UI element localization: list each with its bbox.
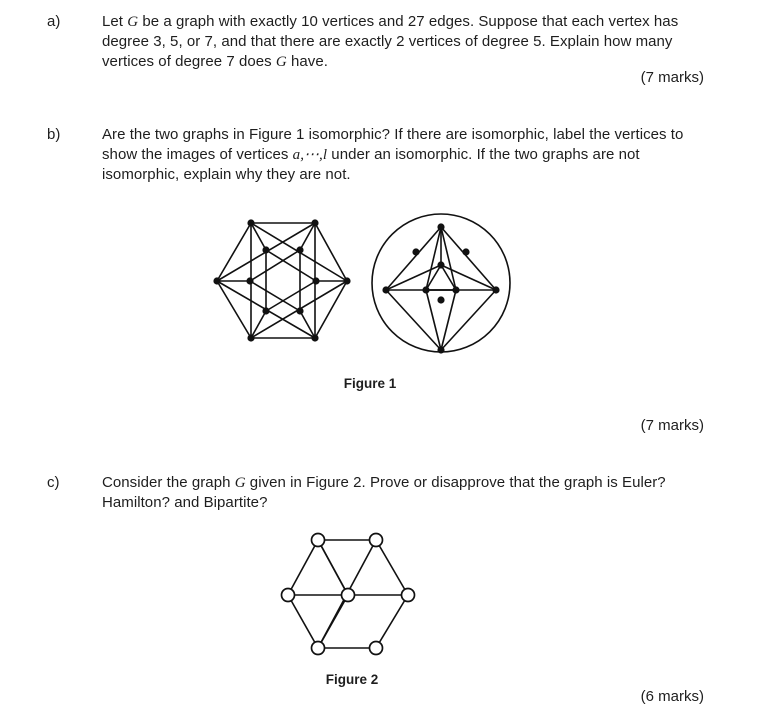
question-c-text-start: Consider the graph: [102, 474, 235, 491]
vertex: [342, 589, 355, 602]
edge: [376, 595, 408, 648]
question-b-marks: (7 marks): [640, 417, 704, 434]
question-b-label: b): [47, 126, 61, 143]
question-a-text-start: Let: [102, 13, 128, 30]
question-c-marks: (6 marks): [640, 688, 704, 705]
figure-1-caption: Figure 1: [343, 376, 397, 391]
vertex: [402, 589, 415, 602]
question-c-text-end: given in Figure 2. Prove or disapprove that the graph is Euler? Hamilton? and Bipartite?: [102, 474, 666, 511]
vertex: [312, 642, 325, 655]
question-b-text-end: under an isomorphic. If the two graphs are not isomorphic, explain why they are not.: [102, 146, 640, 183]
question-a-label: a): [47, 13, 61, 30]
variable-g: G: [127, 14, 139, 30]
edge: [288, 540, 318, 595]
edge: [288, 595, 318, 648]
figure-2-caption: Figure 2: [325, 672, 379, 687]
variable-g: G: [234, 475, 246, 491]
variable-g: G: [275, 54, 287, 70]
edge: [376, 540, 408, 595]
question-a-text-body: be a graph with exactly 10 vertices and 27 edges. Suppose that each vertex has degree 3, 5, or 7, and that there are exactly 2 vertices of degree 5. Explain how many vertices of degree 7 does: [102, 13, 679, 70]
vertex: [312, 534, 325, 547]
question-c-label: c): [47, 474, 60, 491]
question-a-marks: (7 marks): [640, 69, 704, 86]
edge: [318, 540, 348, 595]
vertex: [370, 642, 383, 655]
question-a-text-end: have.: [286, 53, 328, 70]
vertex: [282, 589, 295, 602]
question-b-text-start: Are the two graphs in Figure 1 isomorphic? If there are isomorphic, label the vertices to show the images of vertices: [102, 126, 684, 163]
vertex: [370, 534, 383, 547]
vertex-range: a,⋯,l: [292, 147, 328, 163]
